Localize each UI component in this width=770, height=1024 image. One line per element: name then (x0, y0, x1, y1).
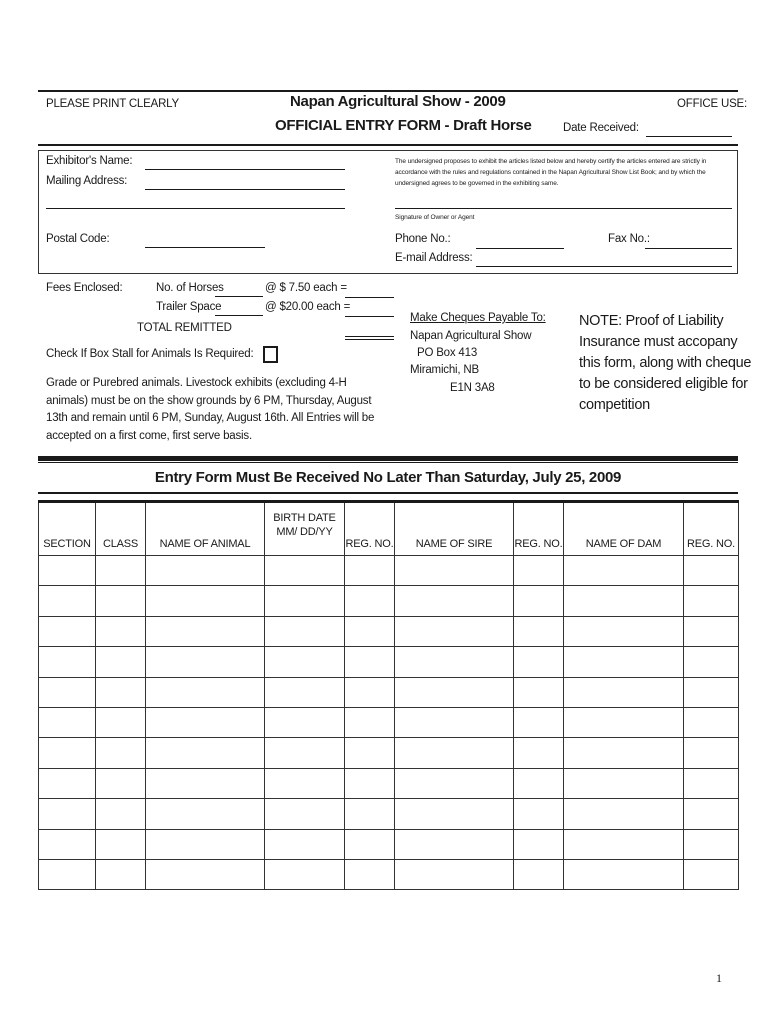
col-birth-date: BIRTH DATE MM/ DD/YY (265, 502, 345, 556)
table-cell[interactable] (395, 707, 514, 737)
trailer-rate: @ $20.00 each = (265, 301, 351, 313)
table-cell[interactable] (564, 859, 684, 889)
header-bottom-border (38, 144, 738, 146)
table-cell[interactable] (345, 859, 395, 889)
table-cell[interactable] (514, 707, 564, 737)
table-cell[interactable] (564, 799, 684, 829)
table-cell[interactable] (39, 586, 96, 616)
table-cell[interactable] (345, 556, 395, 586)
table-cell[interactable] (265, 738, 345, 768)
col-section: SECTION (39, 502, 96, 556)
table-row (39, 677, 739, 707)
table-cell[interactable] (684, 859, 739, 889)
entry-rows (39, 556, 739, 890)
table-cell[interactable] (345, 586, 395, 616)
table-cell[interactable] (564, 616, 684, 646)
email-label: E-mail Address: (395, 252, 473, 264)
rules-text: Grade or Purebred animals. Livestock exhibits (excluding 4-H animals) must be on the show grounds by 6 PM, Thursday, August 13th and remain until 6 PM, Sunday, August 16th. All Entries will be accepted on a first come, first serve basis. (46, 377, 375, 442)
table-cell[interactable] (395, 586, 514, 616)
note-text (579, 311, 751, 416)
mailing-address-label: Mailing Address: (46, 175, 128, 187)
table-cell[interactable] (684, 647, 739, 677)
table-cell[interactable] (265, 707, 345, 737)
col-reg-no: REG. NO. (345, 502, 395, 556)
table-cell[interactable] (395, 738, 514, 768)
table-row (39, 556, 739, 586)
horses-label: No. of Horses (156, 282, 224, 294)
table-cell[interactable] (265, 768, 345, 798)
table-cell[interactable] (345, 677, 395, 707)
horses-count-field[interactable] (215, 296, 263, 297)
table-cell[interactable] (146, 829, 265, 859)
table-cell[interactable] (514, 556, 564, 586)
top-border (38, 90, 738, 92)
horses-total-field[interactable] (345, 297, 394, 298)
table-cell[interactable] (684, 738, 739, 768)
trailer-label: Trailer Space (156, 301, 222, 313)
table-cell[interactable] (265, 647, 345, 677)
table-cell[interactable] (514, 768, 564, 798)
table-cell[interactable] (265, 586, 345, 616)
table-cell[interactable] (514, 799, 564, 829)
table-row (39, 768, 739, 798)
table-cell[interactable] (146, 556, 265, 586)
col-animal-name: NAME OF ANIMAL (146, 502, 265, 556)
print-clearly: PLEASE PRINT CLEARLY (46, 98, 179, 110)
note-line-1: NOTE: Proof of Liability (579, 313, 724, 329)
table-cell[interactable] (39, 859, 96, 889)
note-line-4: to be considered eligible for (579, 376, 748, 392)
table-cell[interactable] (514, 738, 564, 768)
table-cell[interactable] (345, 738, 395, 768)
table-cell[interactable] (514, 859, 564, 889)
table-cell[interactable] (684, 556, 739, 586)
entry-table (38, 500, 739, 890)
box-stall-checkbox[interactable] (263, 346, 278, 363)
table-cell[interactable] (564, 586, 684, 616)
table-cell[interactable] (265, 616, 345, 646)
table-cell[interactable] (146, 799, 265, 829)
table-cell[interactable] (395, 859, 514, 889)
signature-field[interactable] (395, 208, 732, 209)
table-cell[interactable] (146, 768, 265, 798)
table-cell[interactable] (395, 799, 514, 829)
note-line-2: Insurance must accopany (579, 334, 738, 350)
table-cell[interactable] (96, 707, 146, 737)
table-row (39, 799, 739, 829)
table-cell[interactable] (514, 829, 564, 859)
table-cell[interactable] (684, 799, 739, 829)
table-cell[interactable] (146, 859, 265, 889)
table-cell[interactable] (39, 647, 96, 677)
col-dam-name: NAME OF DAM (564, 502, 684, 556)
table-cell[interactable] (96, 586, 146, 616)
table-cell[interactable] (265, 859, 345, 889)
table-cell[interactable] (514, 616, 564, 646)
deadline-text: Entry Form Must Be Received No Later Than Saturday, July 25, 2009 (154, 469, 622, 486)
table-cell[interactable] (564, 707, 684, 737)
date-received-field[interactable] (646, 136, 732, 137)
note-line-5: competition (579, 397, 650, 413)
table-cell[interactable] (564, 829, 684, 859)
table-cell[interactable] (395, 829, 514, 859)
table-cell[interactable] (146, 707, 265, 737)
table-row (39, 738, 739, 768)
table-cell[interactable] (345, 616, 395, 646)
table-cell[interactable] (39, 707, 96, 737)
fax-label: Fax No.: (608, 233, 650, 245)
table-cell[interactable] (39, 677, 96, 707)
table-cell[interactable] (96, 616, 146, 646)
col-dam-reg-no: REG. NO. (684, 502, 739, 556)
cheques-line-4: E1N 3A8 (450, 382, 495, 394)
table-cell[interactable] (96, 556, 146, 586)
exhibitor-name-field[interactable] (145, 169, 345, 170)
table-cell[interactable] (96, 768, 146, 798)
col-sire-name: NAME OF SIRE (395, 502, 514, 556)
table-cell[interactable] (96, 859, 146, 889)
table-cell[interactable] (684, 677, 739, 707)
deadline-top-border-thin (38, 462, 738, 463)
table-cell[interactable] (684, 616, 739, 646)
table-cell[interactable] (96, 677, 146, 707)
table-cell[interactable] (684, 586, 739, 616)
exhibitor-name-label: Exhibitor's Name: (46, 155, 133, 167)
table-cell[interactable] (96, 799, 146, 829)
box-stall-label: Check If Box Stall for Animals Is Required: (46, 348, 254, 360)
table-cell[interactable] (265, 829, 345, 859)
table-cell[interactable] (265, 799, 345, 829)
table-header-row (39, 502, 739, 556)
cheques-heading: Make Cheques Payable To: (410, 312, 546, 324)
deadline-bottom-border (38, 492, 738, 494)
table-cell[interactable] (96, 647, 146, 677)
date-received-label: Date Received: (563, 122, 639, 134)
table-row (39, 829, 739, 859)
table-cell[interactable] (345, 647, 395, 677)
table-row (39, 586, 739, 616)
table-cell[interactable] (39, 799, 96, 829)
table-cell[interactable] (514, 586, 564, 616)
cheques-line-2: PO Box 413 (417, 347, 478, 359)
table-cell[interactable] (96, 738, 146, 768)
table-row (39, 616, 739, 646)
phone-field[interactable] (476, 248, 564, 249)
table-cell[interactable] (345, 799, 395, 829)
col-sire-reg-no: REG. NO. (514, 502, 564, 556)
office-use-label: OFFICE USE: (677, 98, 748, 110)
fees-enclosed-label: Fees Enclosed: (46, 282, 123, 294)
table-cell[interactable] (395, 647, 514, 677)
table-cell[interactable] (146, 647, 265, 677)
table-cell[interactable] (564, 556, 684, 586)
table-cell[interactable] (395, 677, 514, 707)
table-cell[interactable] (39, 556, 96, 586)
table-cell[interactable] (564, 677, 684, 707)
note-line-3: this form, along with cheque (579, 355, 752, 371)
fax-field[interactable] (645, 248, 732, 249)
postal-code-label: Postal Code: (46, 233, 110, 245)
table-cell[interactable] (39, 829, 96, 859)
total-remitted-label: TOTAL REMITTED (137, 322, 232, 334)
table-row (39, 647, 739, 677)
email-field[interactable] (476, 266, 732, 267)
table-cell[interactable] (564, 768, 684, 798)
table-cell[interactable] (146, 677, 265, 707)
cheques-line-1: Napan Agricultural Show (410, 330, 532, 342)
table-cell[interactable] (39, 768, 96, 798)
trailer-count-field[interactable] (215, 315, 263, 316)
table-cell[interactable] (395, 768, 514, 798)
signature-label: Signature of Owner or Agent (395, 214, 475, 221)
form-title: OFFICIAL ENTRY FORM - Draft Horse (275, 117, 532, 134)
table-cell[interactable] (684, 768, 739, 798)
horses-rate: @ $ 7.50 each = (265, 282, 347, 294)
table-cell[interactable] (395, 616, 514, 646)
mailing-address-field[interactable] (145, 189, 345, 190)
phone-label: Phone No.: (395, 233, 451, 245)
table-row (39, 707, 739, 737)
table-cell[interactable] (96, 829, 146, 859)
table-cell[interactable] (146, 616, 265, 646)
trailer-total-field[interactable] (345, 316, 394, 317)
table-cell[interactable] (514, 677, 564, 707)
table-cell[interactable] (39, 738, 96, 768)
table-cell[interactable] (395, 556, 514, 586)
table-cell[interactable] (684, 829, 739, 859)
table-cell[interactable] (39, 616, 96, 646)
col-class: CLASS (96, 502, 146, 556)
table-cell[interactable] (345, 768, 395, 798)
table-cell[interactable] (265, 677, 345, 707)
table-cell[interactable] (345, 707, 395, 737)
page-number: 1 (716, 971, 722, 985)
table-cell[interactable] (684, 707, 739, 737)
deadline-top-border (38, 456, 738, 461)
table-cell[interactable] (564, 647, 684, 677)
show-title: Napan Agricultural Show - 2009 (290, 93, 506, 110)
table-cell[interactable] (265, 556, 345, 586)
table-cell[interactable] (514, 647, 564, 677)
postal-code-field[interactable] (145, 247, 265, 248)
table-cell[interactable] (564, 738, 684, 768)
table-cell[interactable] (345, 829, 395, 859)
table-cell[interactable] (146, 738, 265, 768)
declaration-text: The undersigned proposes to exhibit the articles listed below and hereby certify the articles entered are strictly in accordance with the rules and regulations contained in the Napan Agricultural Show List Book; and by which the undersigned agrees to be governed in the exhibiting same. (395, 158, 707, 187)
table-cell[interactable] (146, 586, 265, 616)
cheques-line-3: Miramichi, NB (410, 364, 479, 376)
table-row (39, 859, 739, 889)
mailing-address-field-2[interactable] (46, 208, 345, 209)
total-remitted-field[interactable] (345, 336, 394, 340)
